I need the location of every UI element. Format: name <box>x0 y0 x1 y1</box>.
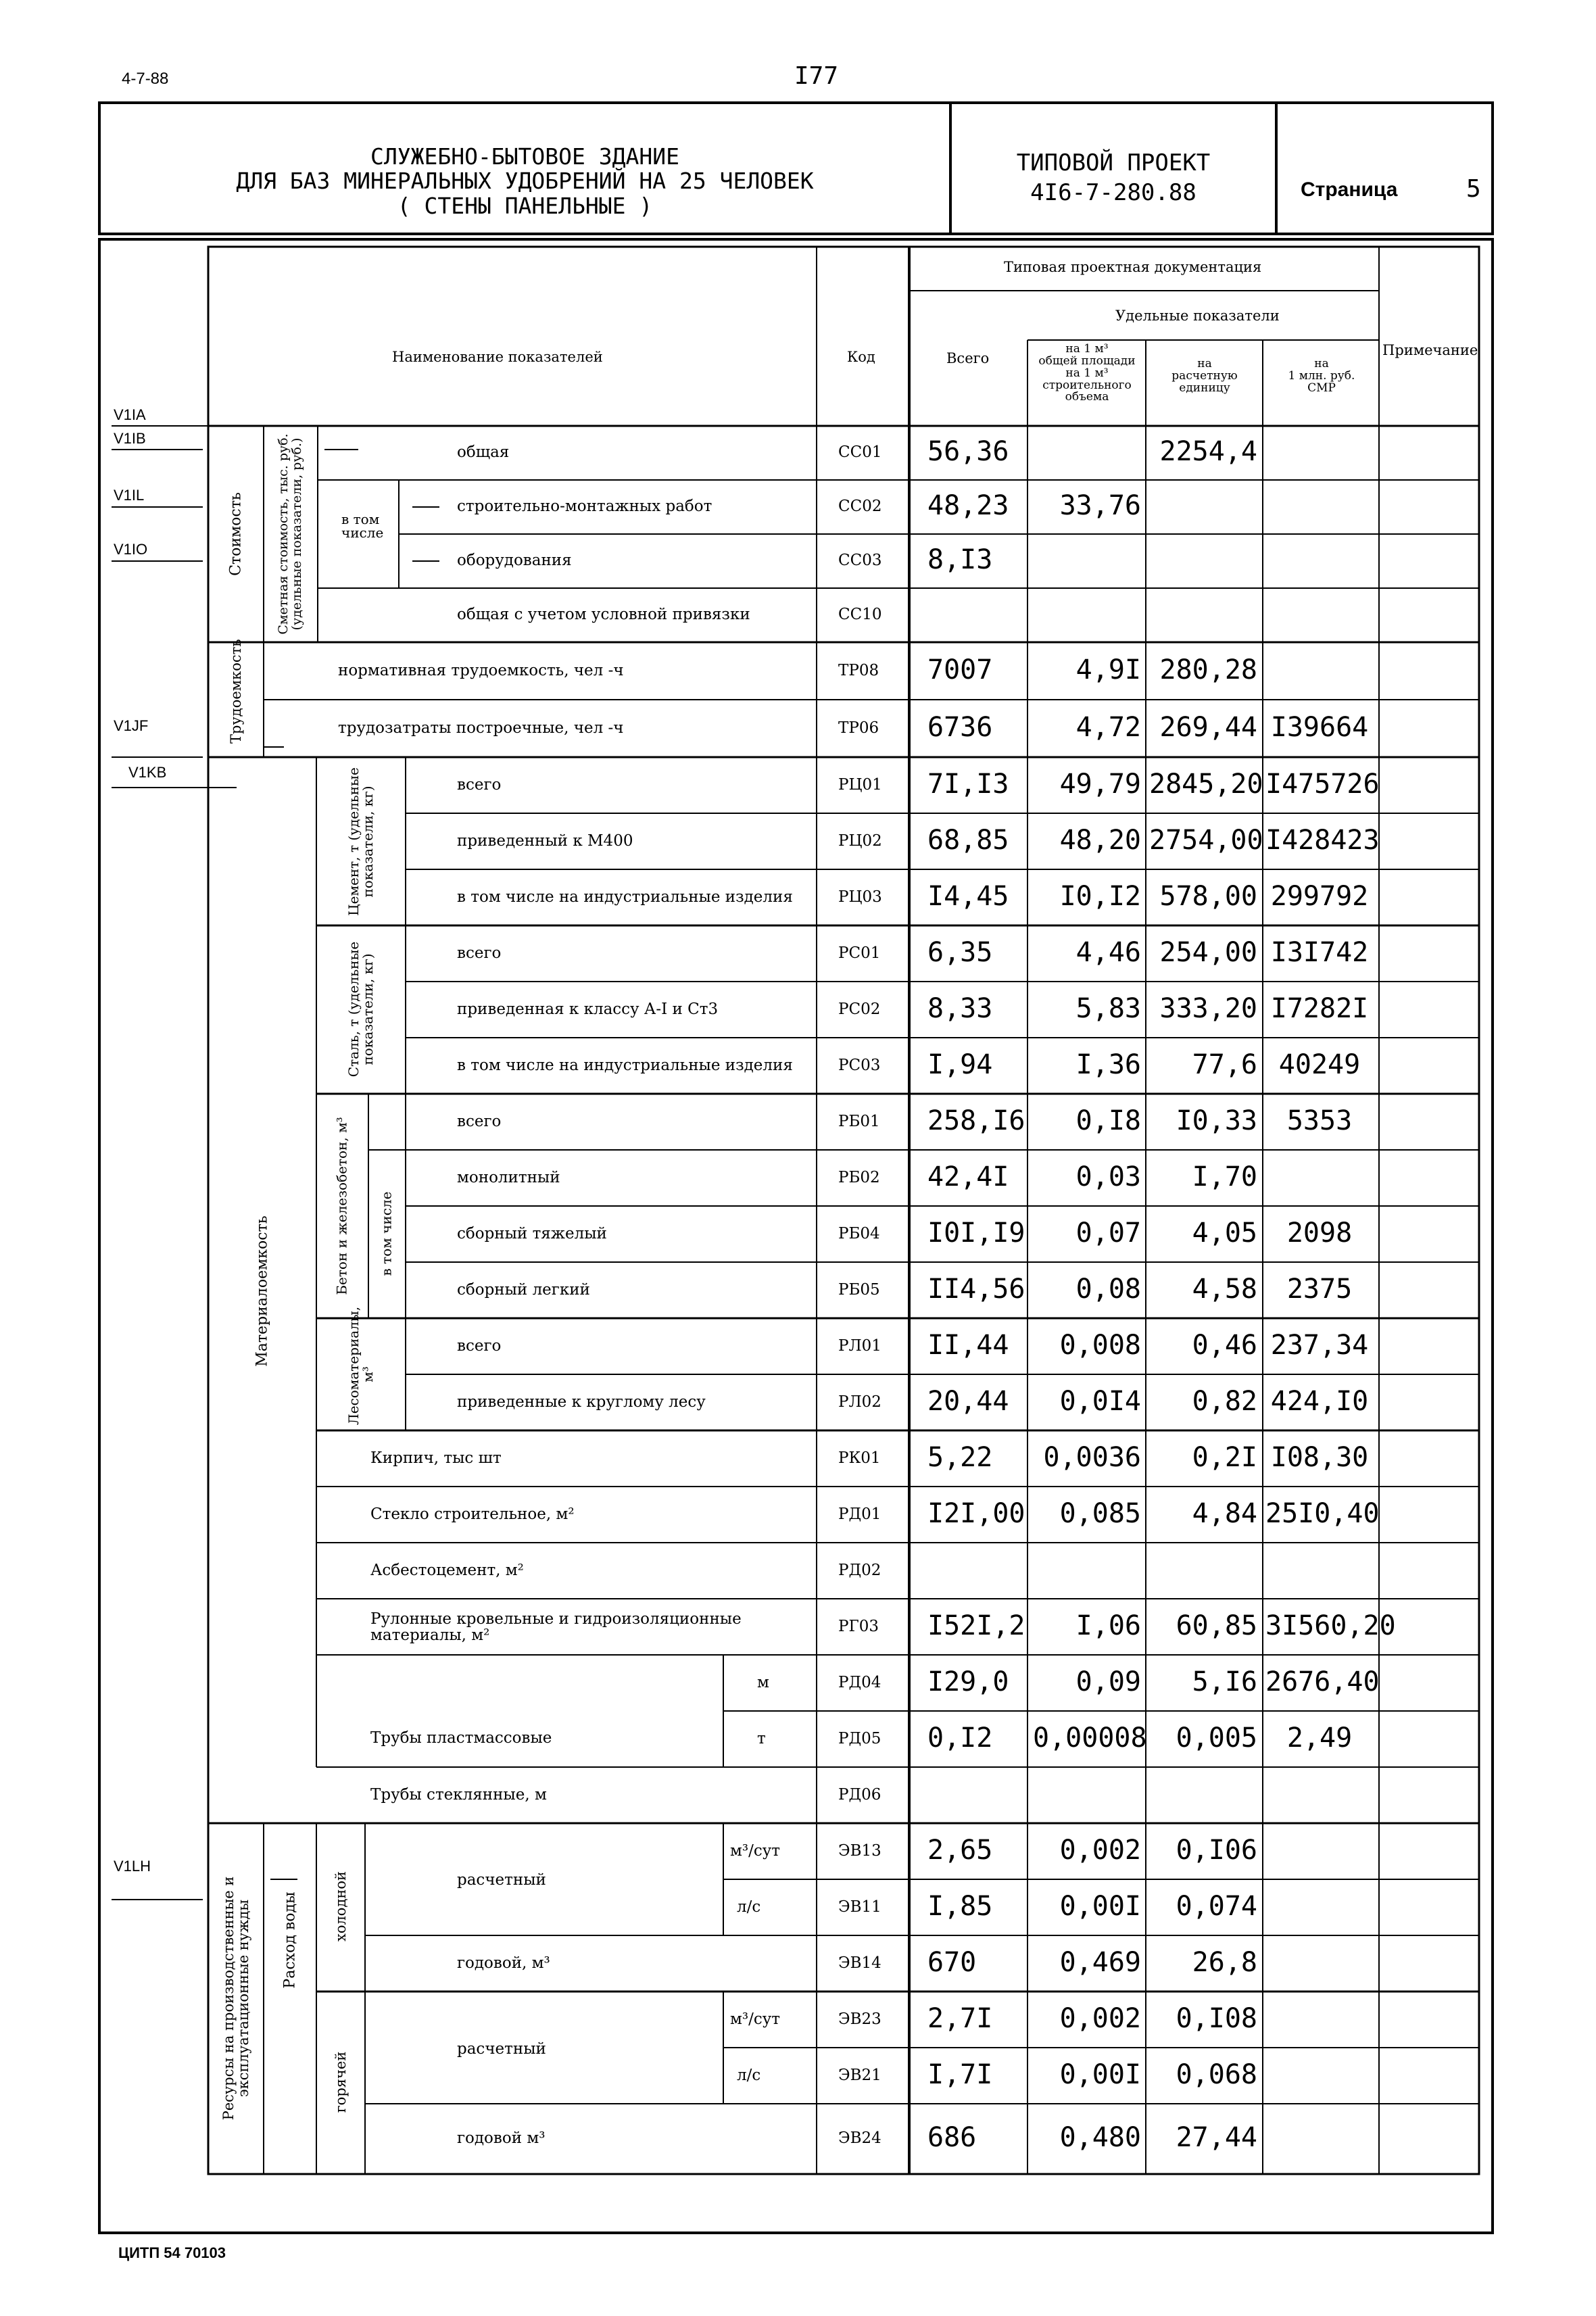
row-per-unit: 77,6 <box>1192 1048 1257 1080</box>
row-per-area: 5,83 <box>1075 992 1141 1024</box>
row-per-area: 0,07 <box>1075 1217 1141 1249</box>
row-name: годовой, м³ <box>457 1954 550 1972</box>
row-code: РЦ03 <box>838 888 882 906</box>
label-calc-hot: расчетный <box>457 2040 546 2058</box>
row-code: РБ04 <box>838 1224 880 1243</box>
row-per-unit: 0,005 <box>1176 1722 1257 1754</box>
title-line-3: ( СТЕНЫ ПАНЕЛЬНЫЕ ) <box>397 192 653 219</box>
row-code: РГ03 <box>838 1617 879 1635</box>
row-per-area: 0,03 <box>1075 1161 1141 1192</box>
doc-code: 4-7-88 <box>122 70 169 88</box>
row-per-area: 4,9I <box>1075 654 1141 685</box>
row-name: общая <box>457 443 510 461</box>
margin-mark: V1IO <box>114 541 148 558</box>
header-code: Код <box>847 349 875 365</box>
row-per-unit: 269,44 <box>1159 711 1257 743</box>
margin-mark: V1KB <box>128 764 167 781</box>
row-per-unit: 578,00 <box>1159 880 1257 912</box>
header-total: Всего <box>946 350 990 366</box>
footer: ЦИТП 54 70103 <box>118 2244 226 2261</box>
row-total: 2,65 <box>927 1834 993 1866</box>
row-name: строительно-монтажных работ <box>457 498 712 515</box>
row-name: всего <box>457 1336 502 1355</box>
margin-mark: V1JF <box>114 717 149 734</box>
row-total: 42,4I <box>927 1161 1009 1192</box>
row-total: 686 <box>927 2122 977 2153</box>
row-total: I2I,00 <box>927 1497 1025 1529</box>
row-per-unit: I,70 <box>1192 1161 1257 1192</box>
header-specific: Удельные показатели <box>1115 308 1280 324</box>
row-per-area: 0,002 <box>1059 2002 1141 2034</box>
row-per-area: 48,20 <box>1059 824 1141 856</box>
row-per-area: I0,I2 <box>1059 880 1141 912</box>
row-per-unit: 0,2I <box>1192 1441 1257 1473</box>
row-name: оборудования <box>457 552 572 569</box>
row-per-unit: 0,46 <box>1192 1329 1257 1361</box>
row-per-area: 0,0036 <box>1043 1441 1141 1473</box>
row-per-mln: 2098 <box>1286 1217 1353 1249</box>
row-name: т <box>757 1729 766 1747</box>
row-total: 2,7I <box>927 2002 993 2034</box>
row-per-mln: I7282I <box>1270 992 1369 1024</box>
row-total: 670 <box>927 1946 977 1978</box>
row-per-unit: 0,068 <box>1176 2058 1257 2090</box>
group-concrete-incl: в том числе <box>378 1191 395 1276</box>
row-name: м³/сут <box>730 1841 780 1860</box>
row-per-area: 0,469 <box>1059 1946 1141 1978</box>
row-code: РБ05 <box>838 1280 880 1299</box>
header-name: Наименование показателей <box>392 349 603 365</box>
row-per-area: 49,79 <box>1059 768 1141 800</box>
row-per-area: 0,00008 <box>1033 1722 1147 1754</box>
row-total: 8,33 <box>927 992 993 1024</box>
row-per-unit: 5,I6 <box>1192 1666 1257 1697</box>
row-total: I52I,2 <box>927 1610 1025 1641</box>
row-code: РЦ02 <box>838 831 882 850</box>
group-cement: Цемент, т (удельные показатели, кг) <box>345 767 376 916</box>
header-typical-docs: Типовая проектная документация <box>1004 259 1262 275</box>
row-code: РД06 <box>838 1785 881 1804</box>
row-per-mln: I428423 <box>1265 824 1380 856</box>
row-code: РС02 <box>838 1000 881 1018</box>
row-code: СС10 <box>838 606 882 623</box>
row-total: 20,44 <box>927 1385 1009 1417</box>
row-per-area: 0,002 <box>1059 1834 1141 1866</box>
row-per-mln: 2676,40 <box>1265 1666 1380 1697</box>
project-label: ТИПОВОЙ ПРОЕКТ <box>1016 149 1211 176</box>
row-per-area: 0,008 <box>1059 1329 1141 1361</box>
row-code: ЭВ21 <box>838 2066 881 2084</box>
row-total: 6736 <box>927 711 993 743</box>
group-labor: Трудоемкость <box>227 639 244 744</box>
row-per-area: 4,46 <box>1075 936 1141 968</box>
row-code: ЭВ24 <box>838 2129 881 2147</box>
row-per-unit: 0,074 <box>1176 1890 1257 1922</box>
row-name: Трубы стеклянные, м <box>370 1785 547 1804</box>
row-per-unit: 4,05 <box>1192 1217 1257 1249</box>
row-per-unit: 60,85 <box>1176 1610 1257 1641</box>
row-name: сборный легкий <box>457 1280 590 1299</box>
row-per-unit: 2845,20 <box>1149 768 1263 800</box>
row-code: СС02 <box>838 498 882 515</box>
row-name: л/с <box>737 1898 761 1916</box>
row-name: общая с учетом условной привязки <box>457 606 750 623</box>
row-per-area: 0,085 <box>1059 1497 1141 1529</box>
row-per-mln: 5353 <box>1286 1105 1353 1136</box>
row-per-area: 33,76 <box>1059 490 1141 521</box>
row-name: всего <box>457 775 502 794</box>
row-total: 68,85 <box>927 824 1009 856</box>
row-name: годовой м³ <box>457 2129 546 2147</box>
row-name: в том числе на индустриальные изделия <box>457 1056 793 1074</box>
row-per-mln: 2,49 <box>1286 1722 1353 1754</box>
row-total: 7I,I3 <box>927 768 1009 800</box>
row-per-unit: 0,I08 <box>1176 2002 1257 2034</box>
row-per-unit: 2254,4 <box>1159 436 1257 467</box>
row-per-unit: 4,58 <box>1192 1273 1257 1305</box>
row-name: приведенный к М400 <box>457 831 633 850</box>
row-code: РС01 <box>838 944 881 962</box>
row-name: Рулонные кровельные и гидроизоляционные материалы, м² <box>370 1610 742 1644</box>
row-name: Кирпич, тыс шт <box>370 1449 502 1467</box>
page-number: I77 <box>794 62 839 90</box>
row-per-mln: I08,30 <box>1270 1441 1369 1473</box>
group-resources: Ресурсы на производственные и эксплуатационные нужды <box>220 1876 251 2121</box>
row-per-area: 0,480 <box>1059 2122 1141 2153</box>
row-per-mln: 424,I0 <box>1270 1385 1369 1417</box>
row-per-area: 0,0I4 <box>1059 1385 1141 1417</box>
row-per-area: 0,08 <box>1075 1273 1141 1305</box>
header-per-unit: на расчетную единицу <box>1171 357 1238 395</box>
group-timber: Лесоматериалы, м³ <box>345 1306 376 1425</box>
row-name: монолитный <box>457 1168 560 1186</box>
row-per-unit: I0,33 <box>1176 1105 1257 1136</box>
group-hot: горячей <box>332 2051 349 2113</box>
header-note: Примечание <box>1382 342 1478 358</box>
row-code: РД02 <box>838 1561 881 1579</box>
row-per-unit: 4,84 <box>1192 1497 1257 1529</box>
row-per-mln: 3I560,20 <box>1265 1610 1396 1641</box>
row-per-mln: I39664 <box>1270 711 1369 743</box>
row-per-mln: I475726 <box>1265 768 1380 800</box>
row-per-area: 4,72 <box>1075 711 1141 743</box>
row-per-mln: 25I0,40 <box>1265 1497 1380 1529</box>
row-code: СС03 <box>838 552 882 569</box>
row-code: РБ01 <box>838 1112 880 1130</box>
row-per-mln: 237,34 <box>1270 1329 1369 1361</box>
row-code: ЭВ14 <box>838 1954 881 1972</box>
row-code: РБ02 <box>838 1168 880 1186</box>
row-total: 5,22 <box>927 1441 993 1473</box>
header-per-area: на 1 м³ общей площади на 1 м³ строительного объема <box>1038 342 1136 404</box>
row-total: II4,56 <box>927 1273 1025 1305</box>
group-cost: Стоимость <box>227 492 245 576</box>
row-code: РЦ01 <box>838 775 882 794</box>
row-name: всего <box>457 1112 502 1130</box>
row-per-area: 0,00I <box>1059 2058 1141 2090</box>
group-incl: в том числе <box>341 511 384 541</box>
group-steel: Сталь, т (удельные показатели, кг) <box>345 941 376 1078</box>
row-per-unit: 2754,00 <box>1149 824 1263 856</box>
row-total: I0I,I9 <box>927 1217 1025 1249</box>
group-water: Расход воды <box>281 1891 299 1989</box>
row-per-area: 0,09 <box>1075 1666 1141 1697</box>
row-total: 7007 <box>927 654 993 685</box>
row-total: I4,45 <box>927 880 1009 912</box>
row-per-area: 0,I8 <box>1075 1105 1141 1136</box>
row-name: л/с <box>737 2066 761 2084</box>
row-total: I,85 <box>927 1890 993 1922</box>
row-total: I29,0 <box>927 1666 1009 1697</box>
row-total: 6,35 <box>927 936 993 968</box>
row-code: ТР08 <box>838 661 879 679</box>
row-code: РЛ02 <box>838 1393 881 1411</box>
row-total: 56,36 <box>927 436 1009 467</box>
row-name: Стекло строительное, м² <box>370 1505 575 1523</box>
row-per-unit: 27,44 <box>1176 2122 1257 2153</box>
row-per-unit: 0,82 <box>1192 1385 1257 1417</box>
row-per-unit: 280,28 <box>1159 654 1257 685</box>
group-cost-sub: Сметная стоимость, тыс. руб. (удельные показатели, руб.) <box>276 433 304 635</box>
row-total: I,94 <box>927 1048 993 1080</box>
row-code: ЭВ13 <box>838 1841 881 1860</box>
row-total: 0,I2 <box>927 1722 993 1754</box>
row-name: всего <box>457 944 502 962</box>
margin-mark: V1IB <box>114 430 146 447</box>
row-per-mln: 299792 <box>1270 880 1369 912</box>
project-code: 4I6-7-280.88 <box>1030 179 1196 207</box>
title-line-2: ДЛЯ БАЗ МИНЕРАЛЬНЫХ УДОБРЕНИЙ НА 25 ЧЕЛОВЕК <box>236 168 814 195</box>
margin-mark: V1IL <box>114 487 145 504</box>
row-per-area: I,36 <box>1075 1048 1141 1080</box>
row-code: РЛ01 <box>838 1336 881 1355</box>
row-name: нормативная трудоемкость, чел -ч <box>338 661 624 679</box>
margin-mark: V1LH <box>114 1858 151 1875</box>
row-name: трудозатраты построечные, чел -ч <box>338 719 624 737</box>
row-per-unit: 0,I06 <box>1176 1834 1257 1866</box>
header-per-mln: на 1 млн. руб. СМР <box>1288 357 1355 395</box>
margin-mark: V1IA <box>114 406 146 423</box>
row-per-mln: I3I742 <box>1270 936 1369 968</box>
row-name: м³/сут <box>730 2010 780 2028</box>
row-total: I,7I <box>927 2058 993 2090</box>
row-name: приведенные к круглому лесу <box>457 1393 706 1411</box>
row-code: ЭВ23 <box>838 2010 881 2028</box>
row-name: сборный тяжелый <box>457 1224 607 1243</box>
group-materials: Материалоемкость <box>253 1215 271 1367</box>
row-total: 258,I6 <box>927 1105 1025 1136</box>
row-total: 8,I3 <box>927 544 993 575</box>
row-per-mln: 40249 <box>1278 1048 1361 1080</box>
row-per-area: I,06 <box>1075 1610 1141 1641</box>
row-code: РС03 <box>838 1056 881 1074</box>
row-per-area: 0,00I <box>1059 1890 1141 1922</box>
group-cold: холодной <box>332 1871 349 1942</box>
row-code: РД05 <box>838 1729 881 1747</box>
row-name: в том числе на индустриальные изделия <box>457 888 793 906</box>
row-code: ЭВ11 <box>838 1898 881 1916</box>
title-line-1: СЛУЖЕБНО-БЫТОВОЕ ЗДАНИЕ <box>370 143 679 170</box>
row-code: РД04 <box>838 1673 881 1691</box>
group-concrete: Бетон и железобетон, м³ <box>333 1117 350 1295</box>
row-name: Асбестоцемент, м² <box>370 1561 524 1579</box>
row-per-unit: 26,8 <box>1192 1946 1257 1978</box>
row-total: II,44 <box>927 1329 1009 1361</box>
row-code: РК01 <box>838 1449 881 1467</box>
row-code: РД01 <box>838 1505 881 1523</box>
label-calc-cold: расчетный <box>457 1871 546 1889</box>
row-per-mln: 2375 <box>1286 1273 1353 1305</box>
row-name: м <box>757 1673 769 1691</box>
row-per-unit: 254,00 <box>1159 936 1257 968</box>
label-pipes-plastic: Трубы пластмассовые <box>370 1729 552 1747</box>
row-name: приведенная к классу А-I и Ст3 <box>457 1000 719 1018</box>
row-total: 48,23 <box>927 490 1009 521</box>
row-per-unit: 333,20 <box>1159 992 1257 1024</box>
row-code: СС01 <box>838 443 882 461</box>
sheet-number: 5 <box>1466 175 1481 203</box>
sheet-label: Страница <box>1301 178 1398 201</box>
row-code: ТР06 <box>838 719 879 737</box>
